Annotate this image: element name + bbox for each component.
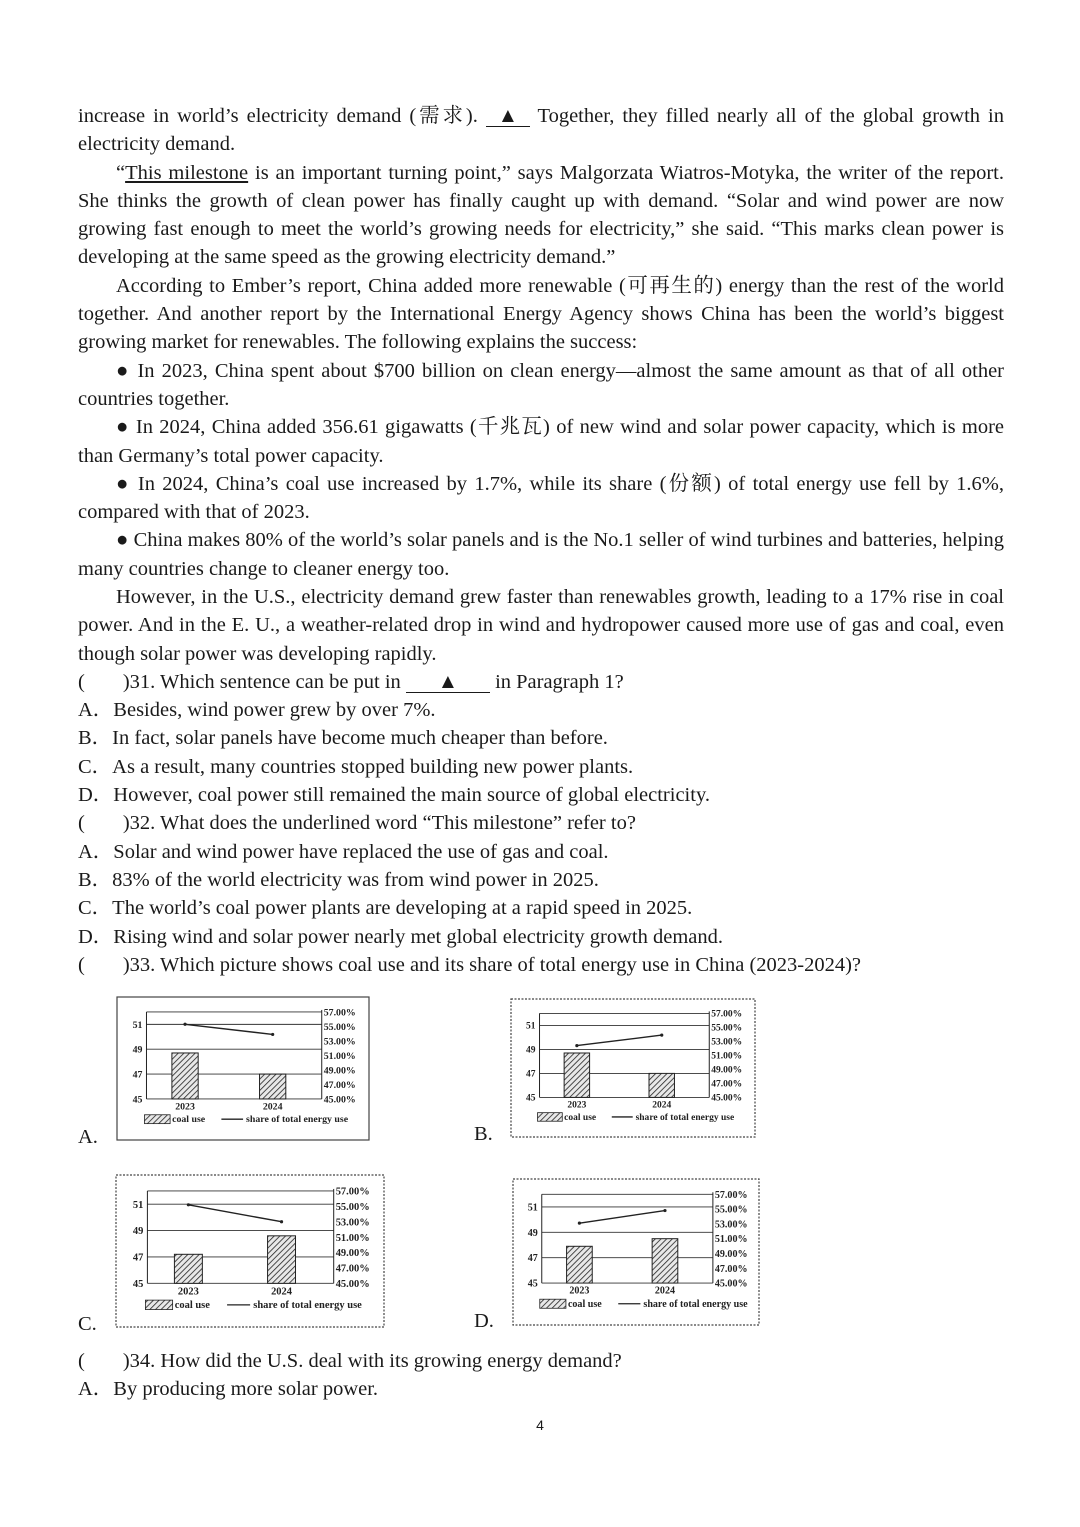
right-tick-label: 51.00%: [711, 1051, 743, 1062]
question-32-option-d: D．Rising wind and solar power nearly met global electricity growth demand.: [78, 926, 724, 948]
chart-option-c: [115, 1174, 385, 1328]
option-letter-a: A.: [78, 1126, 98, 1148]
right-tick-label: 55.00%: [335, 1202, 370, 1214]
question-32-option-a: A．Solar and wind power have replaced the use of gas and coal.: [78, 841, 609, 863]
option-letter-b: B.: [474, 1123, 493, 1145]
right-tick-label: 47.00%: [323, 1079, 356, 1091]
question-31-option-c: C．As a result, many countries stopped building new power plants.: [78, 756, 634, 778]
left-tick-label: 51: [132, 1199, 144, 1211]
legend-swatch-coal-use: [538, 1113, 563, 1122]
left-tick-label: 51: [527, 1202, 538, 1214]
left-tick-label: 47: [132, 1069, 143, 1081]
right-tick-label: 57.00%: [323, 1007, 356, 1019]
right-tick-label: 57.00%: [714, 1189, 748, 1201]
legend-label-share: share of total energy use: [635, 1112, 735, 1123]
right-tick-label: 45.00%: [711, 1093, 743, 1104]
line-point: [280, 1220, 283, 1223]
left-tick-label: 51: [526, 1021, 536, 1032]
left-tick-label: 45: [132, 1279, 144, 1291]
paragraph-1: increase in world’s electricity demand (需求). ▲ Together, they filled nearly all of the global growth in electricity demand.: [78, 105, 1004, 156]
category-label: 2023: [567, 1100, 587, 1111]
underlined-phrase: This milestone: [125, 161, 249, 184]
right-tick-label: 47.00%: [335, 1263, 370, 1275]
right-tick-label: 47.00%: [711, 1079, 743, 1090]
question-32-option-c: C．The world’s coal power plants are developing at a rapid speed in 2025.: [78, 897, 693, 919]
right-tick-label: 47.00%: [714, 1263, 748, 1275]
bar-coal-use: [174, 1254, 202, 1283]
legend-label-coal-use: coal use: [567, 1298, 602, 1310]
legend-label-coal-use: coal use: [172, 1114, 206, 1126]
category-label: 2023: [177, 1286, 199, 1298]
right-tick-label: 45.00%: [335, 1279, 370, 1291]
right-tick-label: 51.00%: [323, 1050, 356, 1062]
right-tick-label: 53.00%: [323, 1036, 356, 1048]
right-tick-label: 55.00%: [714, 1204, 748, 1216]
question-33-stem: ( )33. Which picture shows coal use and its share of total energy use in China (2023-2024)?: [78, 954, 862, 976]
line-share-of-total-energy-use: [188, 1205, 281, 1222]
legend-swatch-coal-use: [145, 1300, 172, 1309]
legend-label-share: share of total energy use: [246, 1114, 349, 1126]
left-tick-label: 49: [527, 1227, 538, 1239]
category-label: 2023: [569, 1285, 590, 1297]
bar-coal-use: [649, 1073, 674, 1097]
question-31-option-a: A．Besides, wind power grew by over 7%.: [78, 699, 436, 721]
question-34-option-a: A．By producing more solar power.: [78, 1378, 379, 1400]
question-blank: ▲: [406, 672, 490, 693]
right-tick-label: 55.00%: [323, 1021, 356, 1033]
bullet-item: ● In 2024, China added 356.61 gigawatts (千兆瓦) of new wind and solar power capacity, which is more than Germany’s total power capacity.: [78, 416, 1004, 467]
right-tick-label: 51.00%: [335, 1232, 370, 1244]
right-tick-label: 53.00%: [711, 1037, 743, 1048]
right-tick-label: 53.00%: [714, 1219, 748, 1231]
bullet-item: ● China makes 80% of the world’s solar panels and is the No.1 seller of wind turbines and batteries, helping many countries change to cleaner energy too.: [78, 529, 1004, 580]
paragraph-2: “This milestone is an important turning point,” says Malgorzata Wiatros-Motyka, the writer of the report. She thinks the growth of clean power has finally caught up with demand. “Solar and wind power are now growing fast enough to meet the world’s growing needs for electricity,” she said. “This marks clean power is developing at the same speed as the growing electricity demand.”: [78, 161, 1004, 269]
left-tick-label: 51: [132, 1019, 143, 1031]
question-31-option-d: D．However, coal power still remained the main source of global electricity.: [78, 784, 710, 806]
bar-coal-use: [652, 1239, 678, 1283]
bar-coal-use: [268, 1236, 296, 1284]
left-tick-label: 47: [526, 1069, 536, 1080]
right-tick-label: 45.00%: [323, 1094, 356, 1106]
legend-swatch-coal-use: [540, 1299, 566, 1308]
bullet-item: ● In 2024, China’s coal use increased by 1.7%, while its share (份额) of total energy use fell by 1.6%, compared with that of 2023.: [78, 472, 1004, 524]
option-letter-d: D.: [474, 1310, 494, 1332]
line-share-of-total-energy-use: [185, 1024, 273, 1034]
legend-swatch-coal-use: [144, 1115, 170, 1124]
left-tick-label: 47: [132, 1252, 144, 1264]
bullet-item: ● In 2023, China spent about $700 billion on clean energy—almost the same amount as that of all other countries together.: [78, 359, 1004, 410]
right-tick-label: 57.00%: [335, 1186, 370, 1198]
category-label: 2024: [271, 1286, 293, 1298]
left-tick-label: 49: [132, 1226, 144, 1238]
right-tick-label: 51.00%: [714, 1234, 748, 1246]
question-31-option-b: B．In fact, solar panels have become much cheaper than before.: [78, 727, 608, 749]
line-share-of-total-energy-use: [577, 1035, 662, 1046]
legend-label-share: share of total energy use: [643, 1298, 748, 1310]
option-letter-c: C.: [78, 1313, 97, 1335]
category-label: 2024: [654, 1285, 676, 1297]
right-tick-label: 49.00%: [714, 1249, 748, 1261]
question-31-stem: ( )31. Which sentence can be put in ▲ in Paragraph 1?: [78, 671, 624, 693]
paragraph-3: According to Ember’s report, China added more renewable (可再生的) energy than the rest of the world together. And another report by the International Energy Agency shows China has been the world’s biggest growing market for renewables. The following explains the success:: [78, 274, 1004, 354]
bar-coal-use: [172, 1053, 198, 1099]
line-share-of-total-energy-use: [579, 1211, 665, 1224]
page-number: 4: [536, 1417, 544, 1433]
right-tick-label: 49.00%: [711, 1065, 743, 1076]
chart-option-a: [116, 996, 370, 1141]
reading-passage: [78, 102, 1004, 668]
line-point: [271, 1033, 274, 1036]
left-tick-label: 45: [526, 1093, 536, 1104]
right-tick-label: 45.00%: [714, 1278, 748, 1290]
category-label: 2023: [175, 1101, 195, 1113]
right-tick-label: 57.00%: [711, 1009, 743, 1020]
category-label: 2024: [262, 1101, 283, 1113]
line-point: [663, 1209, 666, 1212]
legend-label-coal-use: coal use: [174, 1299, 210, 1311]
bar-coal-use: [567, 1246, 593, 1283]
question-34-stem: ( )34. How did the U.S. deal with its growing energy demand?: [78, 1350, 622, 1372]
legend-label-coal-use: coal use: [564, 1112, 597, 1123]
line-point: [187, 1203, 190, 1206]
question-32-option-b: B．83% of the world electricity was from wind power in 2025.: [78, 869, 599, 891]
bar-coal-use: [564, 1053, 589, 1097]
bar-coal-use: [260, 1074, 286, 1099]
answer-blank: ▲: [486, 106, 530, 127]
question-32-stem: ( )32. What does the underlined word “This milestone” refer to?: [78, 812, 636, 834]
right-tick-label: 55.00%: [711, 1023, 743, 1034]
left-tick-label: 45: [132, 1094, 143, 1106]
line-point: [660, 1034, 663, 1037]
paragraph-4: However, in the U.S., electricity demand grew faster than renewables growth, leading to a 17% rise in coal power. And in the E. U., a weather-related drop in wind and hydropower caused more use of gas and coal, even though solar power was developing rapidly.: [78, 586, 1004, 665]
right-tick-label: 49.00%: [335, 1248, 370, 1260]
right-tick-label: 49.00%: [323, 1065, 356, 1077]
chart-option-b: [510, 998, 756, 1138]
chart-option-d: [512, 1178, 760, 1326]
left-tick-label: 49: [526, 1045, 536, 1056]
line-point: [183, 1023, 186, 1026]
right-tick-label: 53.00%: [335, 1217, 370, 1229]
line-point: [575, 1044, 578, 1047]
left-tick-label: 47: [527, 1253, 538, 1265]
left-tick-label: 45: [527, 1278, 538, 1290]
category-label: 2024: [652, 1100, 672, 1111]
legend-label-share: share of total energy use: [253, 1299, 362, 1311]
left-tick-label: 49: [132, 1044, 143, 1056]
line-point: [578, 1222, 581, 1225]
